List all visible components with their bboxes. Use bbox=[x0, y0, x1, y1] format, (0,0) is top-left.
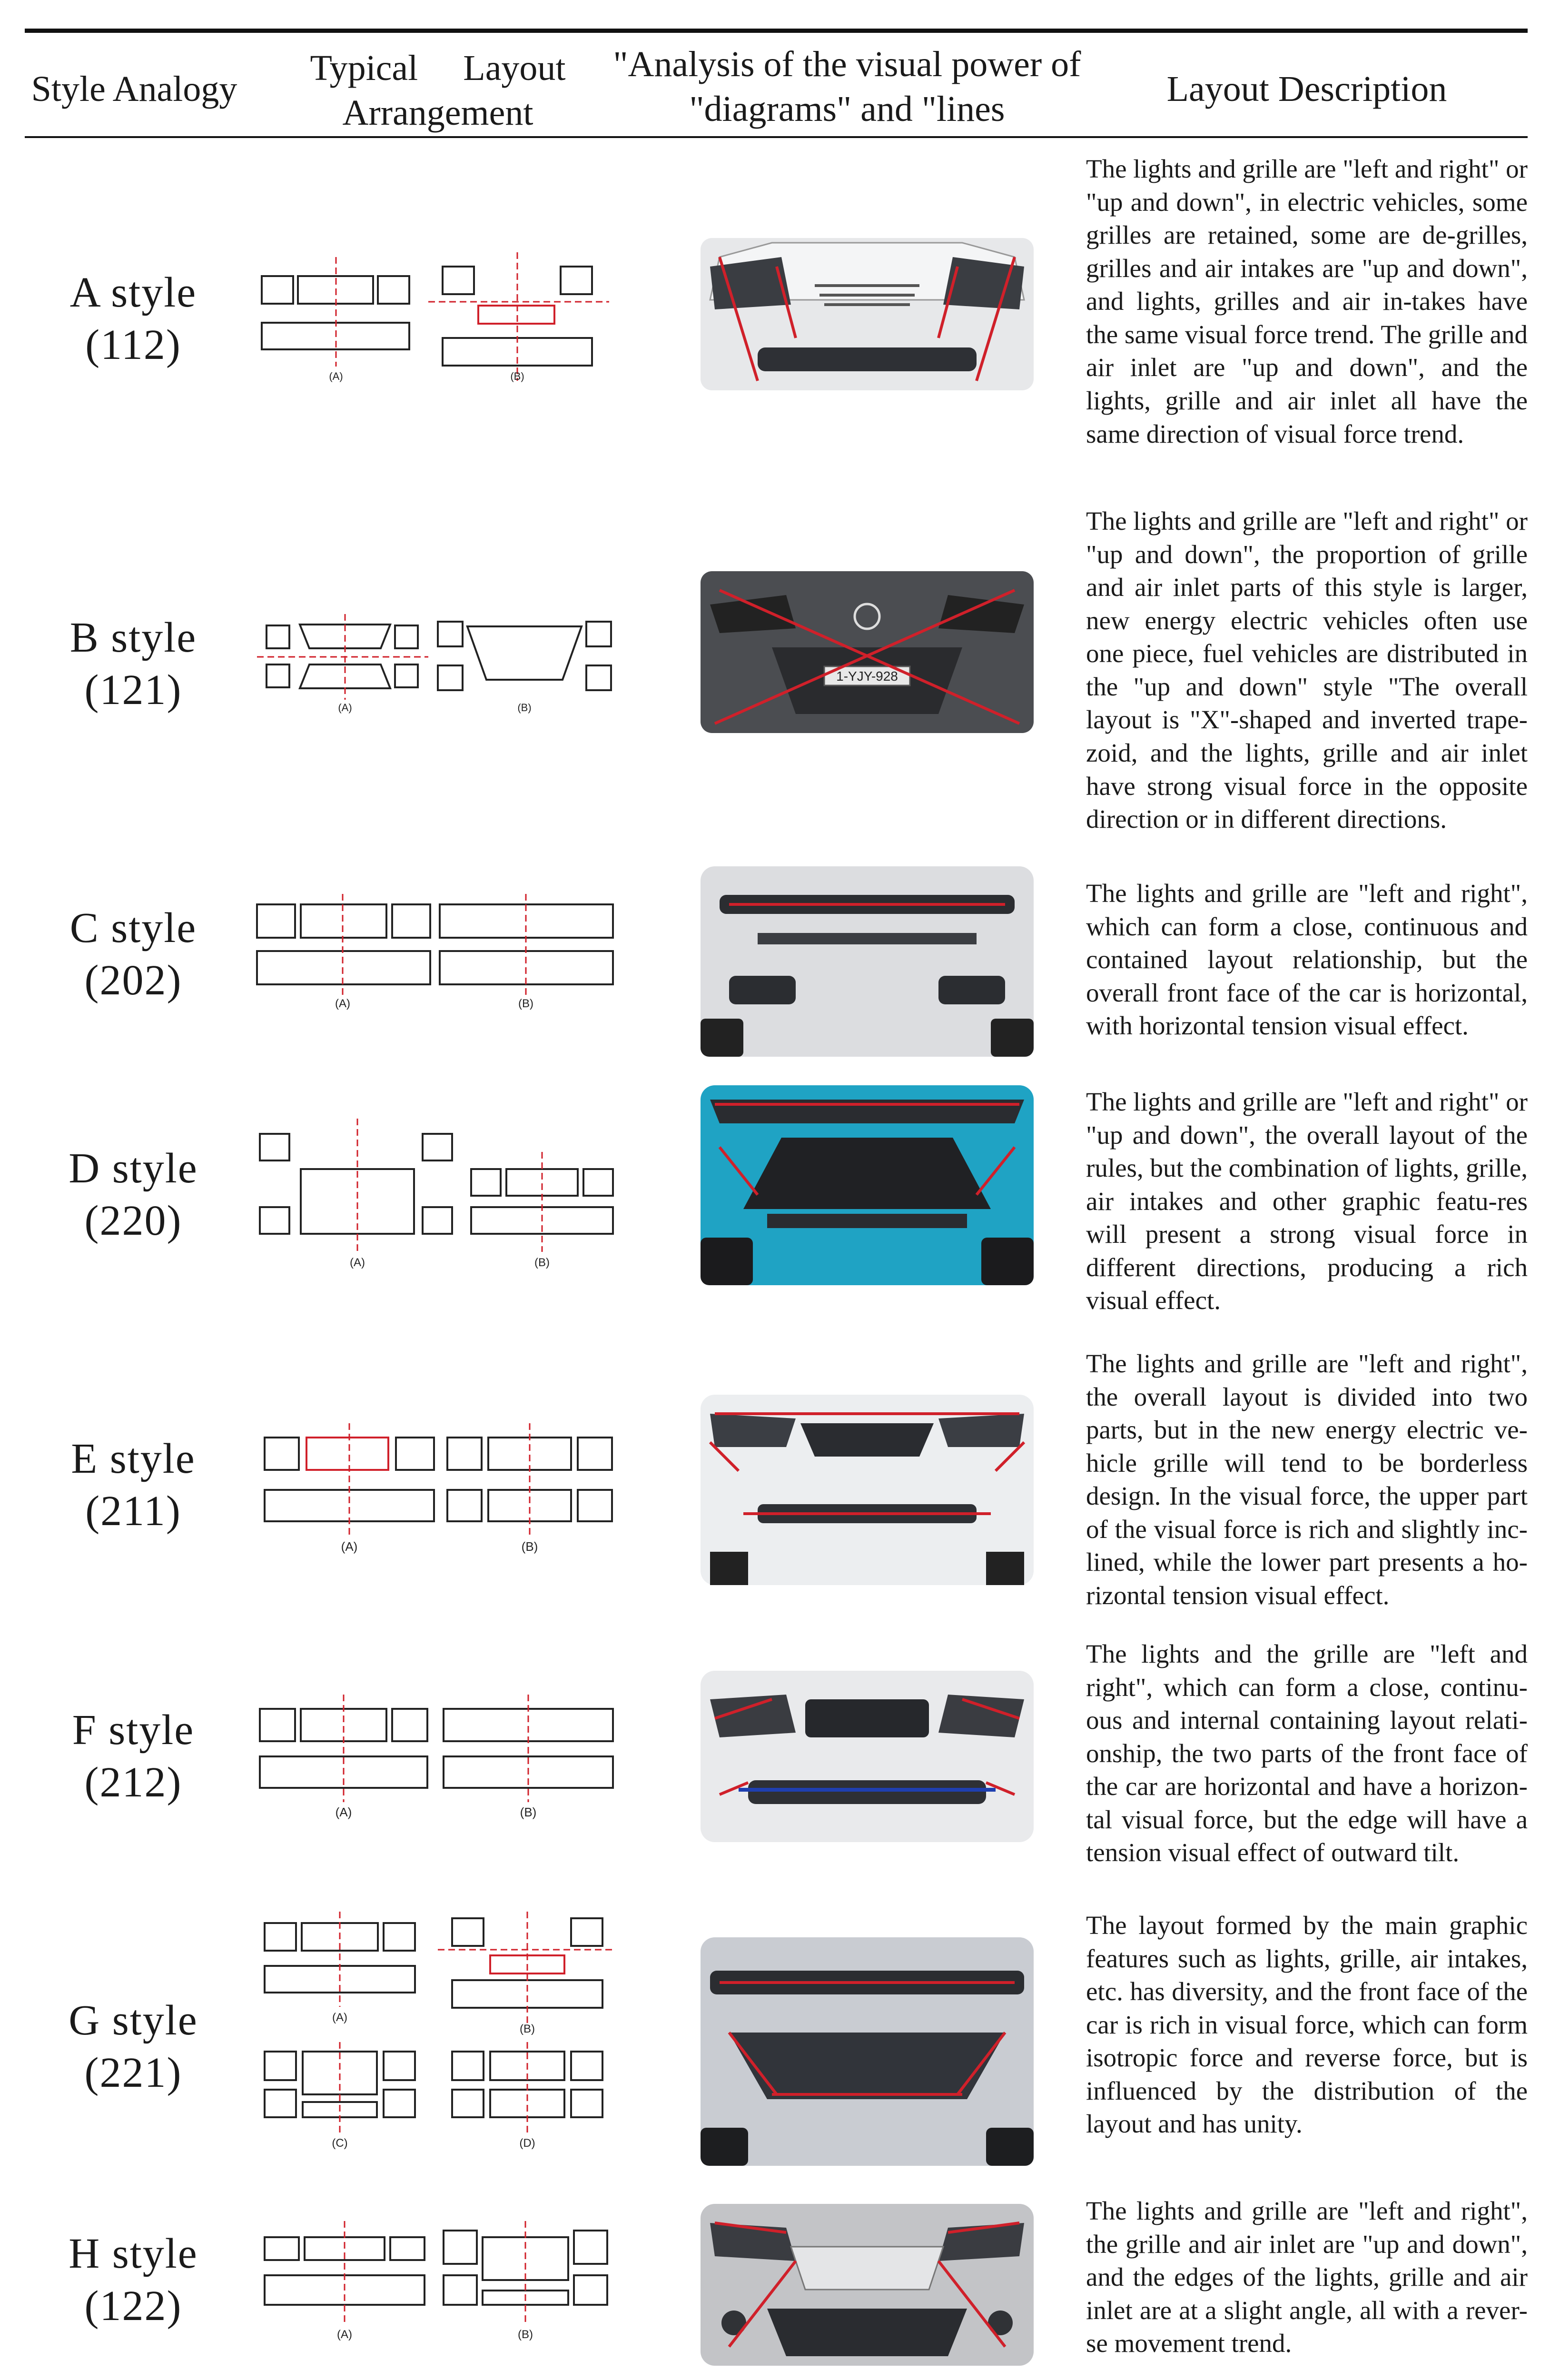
style-label bbox=[29, 1433, 238, 1537]
car-front-photo-c-style bbox=[701, 866, 1034, 1057]
style-name: B style bbox=[69, 614, 197, 661]
layout-description: The lights and grille are "left and right", which can form a close, continuous and contained layout relationship, but the overall front face of the car is horizontal, with horizontal tension visual effect. bbox=[1086, 879, 1528, 1041]
layout-diagram-a-style bbox=[247, 248, 619, 495]
header-visual-power bbox=[609, 42, 1085, 131]
header-typical-layout-line2: Arrangement bbox=[342, 93, 533, 133]
diagram-label-a: (A) bbox=[335, 1805, 352, 1819]
row-c-style bbox=[0, 866, 1550, 1057]
header-layout-description: Layout Description bbox=[1166, 69, 1447, 109]
layout-description: The lights and grille are "left and right", the overall layout is divided into two parts, but in the new energy electric ve-hicle grille will tend to be borderless design. In the visual force, the upper part of the visual force is rich and slightly inc-lined, while the lower part presents a ho-rizontal tension visual effect. bbox=[1086, 1349, 1528, 1610]
style-code: (221) bbox=[84, 2049, 182, 2096]
style-code: (121) bbox=[84, 666, 182, 714]
style-name: A style bbox=[69, 269, 197, 316]
diagram-label-b: (B) bbox=[520, 2023, 535, 2035]
diagram-label-b: (B) bbox=[518, 2328, 533, 2341]
diagram-label-c: (C) bbox=[332, 2137, 348, 2150]
row-f-style bbox=[0, 1637, 1550, 1894]
style-label bbox=[29, 1142, 238, 1247]
diagram-label-a: (A) bbox=[329, 370, 343, 382]
style-label bbox=[29, 1994, 238, 2099]
style-code: (211) bbox=[85, 1487, 181, 1535]
layout-description: The lights and the grille are "left and right", which can form a close, continu-ous and internal containing layout relati-onship, the two parts of the front face of the car are horizontal and have a horizon-tal visual force, but the edge will have a tension visual effect of outward tilt. bbox=[1086, 1639, 1528, 1867]
diagram-label-b: (B) bbox=[510, 370, 524, 382]
diagram-label-a: (A) bbox=[332, 2011, 347, 2024]
style-code: (220) bbox=[84, 1197, 182, 1244]
header-typical-layout-line1: Typical Layout bbox=[310, 48, 566, 88]
style-name: H style bbox=[69, 2230, 198, 2277]
row-h-style bbox=[0, 2194, 1550, 2375]
style-code: (112) bbox=[85, 321, 181, 368]
layout-description: The lights and grille are "left and right" or "up and down", in electric vehicles, some grilles are retained, some are de-grilles, grilles and air intakes are "up and down", and lights, grilles and air in-takes have the same visual force trend. The grille and air inlet are "up and down", and the lights, grille and air inlet all have the same direction of visual force trend. bbox=[1086, 154, 1528, 448]
diagram-label-b: (B) bbox=[520, 1805, 537, 1819]
style-code: (202) bbox=[84, 956, 182, 1004]
style-code: (212) bbox=[84, 1758, 182, 1806]
row-a-style bbox=[0, 152, 1550, 495]
layout-description: The lights and grille are "left and right" or "up and down", the proportion of grille and air inlet parts of this style is larger, new energy electric vehicles often use one piece, fuel vehicles are distributed in the "up and down" style "The overall layout is "X"-shaped and inverted trape-zoid, and the lights, grille and air inlet have strong visual force in the opposite direction or in different directions. bbox=[1086, 506, 1528, 834]
car-front-photo-a-style bbox=[701, 238, 1034, 390]
license-plate: 1-YJY-928 bbox=[836, 669, 898, 684]
style-name: D style bbox=[69, 1145, 198, 1192]
layout-diagram-e-style bbox=[247, 1418, 619, 1571]
layout-diagram-b-style bbox=[247, 609, 619, 762]
diagram-label-a: (A) bbox=[337, 2328, 352, 2341]
style-label bbox=[29, 612, 238, 716]
diagram-label-a: (A) bbox=[335, 997, 350, 1010]
row-e-style bbox=[0, 1347, 1550, 1614]
car-front-photo-g-style bbox=[701, 1937, 1034, 2166]
style-name: E style bbox=[71, 1435, 196, 1482]
layout-diagram-f-style bbox=[247, 1690, 619, 1842]
car-front-photo-h-style bbox=[701, 2204, 1034, 2366]
layout-description: The lights and grille are "left and right" or "up and down", the overall layout of the rules, but the combination of lights, grille, air intakes and other graphic featu-res will present a strong visual force in different directions, producing a rich visual effect. bbox=[1086, 1087, 1528, 1315]
diagram-label-b: (B) bbox=[517, 702, 532, 714]
header-visual-power-line2: "diagrams" and "lines bbox=[689, 89, 1005, 129]
car-front-photo-d-style bbox=[701, 1085, 1034, 1285]
layout-description: The lights and grille are "left and right", the grille and air inlet are "up and down", and the edges of the lights, grille and air inlet are at a slight angle, all with a rever-se movement trend. bbox=[1086, 2196, 1528, 2358]
layout-diagram-g-style bbox=[247, 1909, 619, 2166]
style-name: F style bbox=[72, 1706, 195, 1754]
style-label bbox=[29, 902, 238, 1007]
layout-description: The layout formed by the main graphic features such as lights, grille, air intakes, etc. has diversity, and the front face of the car is rich in visual force, which can form isotropic force and reverse force, but is influenced by the distribution of the layout and has unity. bbox=[1086, 1911, 1528, 2139]
diagram-label-b: (B) bbox=[534, 1256, 550, 1269]
style-name: C style bbox=[69, 904, 197, 952]
car-front-photo-e-style bbox=[701, 1395, 1034, 1585]
style-label bbox=[29, 267, 238, 371]
diagram-label-b: (B) bbox=[518, 997, 533, 1010]
style-code: (122) bbox=[84, 2282, 182, 2330]
top-rule bbox=[25, 29, 1528, 33]
header-typical-layout bbox=[267, 46, 609, 135]
row-g-style bbox=[0, 1909, 1550, 2175]
car-front-photo-f-style bbox=[701, 1671, 1034, 1842]
style-label bbox=[29, 1704, 238, 1809]
diagram-label-a: (A) bbox=[338, 702, 352, 714]
layout-diagram-h-style bbox=[247, 2213, 619, 2375]
style-name: G style bbox=[69, 1997, 198, 2044]
diagram-label-a: (A) bbox=[341, 1539, 358, 1554]
diagram-label-d: (D) bbox=[519, 2137, 535, 2150]
layout-diagram-c-style bbox=[247, 890, 619, 1023]
header-visual-power-line1: "Analysis of the visual power of bbox=[613, 44, 1081, 84]
car-body bbox=[701, 1671, 1034, 1842]
header-style-analogy: Style Analogy bbox=[31, 69, 237, 109]
header-rule bbox=[25, 136, 1528, 138]
diagram-label-a: (A) bbox=[350, 1256, 365, 1269]
style-label bbox=[29, 2228, 238, 2332]
diagram-label-b: (B) bbox=[521, 1539, 538, 1554]
car-front-photo-b-style bbox=[701, 571, 1034, 733]
layout-diagram-d-style bbox=[247, 1104, 619, 1285]
row-d-style bbox=[0, 1085, 1550, 1315]
row-b-style bbox=[0, 505, 1550, 847]
